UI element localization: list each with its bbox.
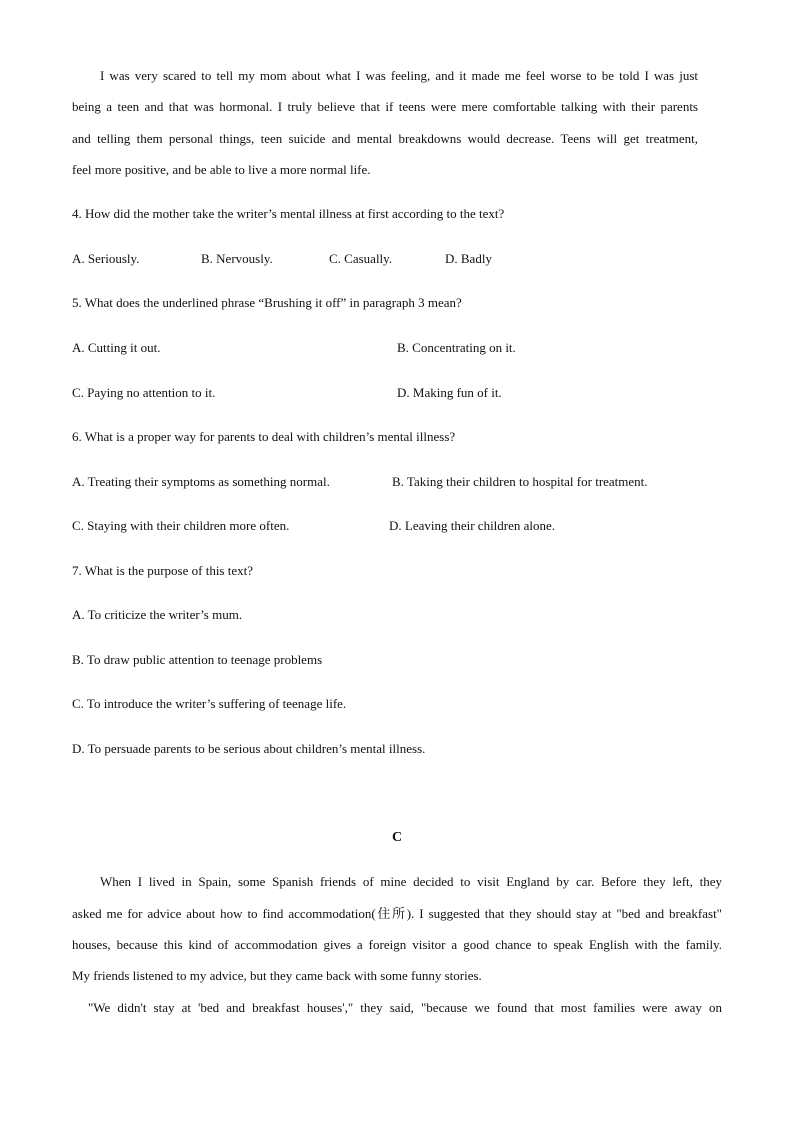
question-4-option-a: A. Seriously. bbox=[72, 251, 140, 266]
question-4-option-d: D. Badly bbox=[445, 251, 492, 266]
question-4-option-b: B. Nervously. bbox=[201, 251, 273, 266]
question-6-stem: 6. What is a proper way for parents to deal with children’s mental illness? bbox=[72, 429, 456, 444]
question-6-option-a: A. Treating their symptoms as something normal. bbox=[72, 474, 330, 489]
question-4-option-c: C. Casually. bbox=[329, 251, 393, 266]
question-5-stem-before: 5. What does the underlined phrase “ bbox=[72, 295, 265, 310]
question-4-stem: 4. How did the mother take the writer’s mental illness at first according to the text? bbox=[72, 206, 505, 221]
paragraph-line: feel more positive, and be able to live a more normal life. bbox=[72, 162, 371, 177]
underlined-phrase: Brushing it off bbox=[264, 295, 341, 310]
question-7-option-d: D. To persuade parents to be serious about children’s mental illness. bbox=[72, 741, 426, 756]
paragraph-line: When I lived in Spain, some Spanish friends of mine decided to visit England by car. Before they left, they bbox=[100, 874, 722, 889]
paragraph-line: "We didn't stay at 'bed and breakfast houses'," they said, "because we found that most families were away on bbox=[88, 1000, 722, 1015]
question-7-option-c: C. To introduce the writer’s suffering of teenage life. bbox=[72, 696, 347, 711]
question-6-option-d: D. Leaving their children alone. bbox=[389, 518, 556, 533]
question-5-option-b: B. Concentrating on it. bbox=[397, 340, 516, 355]
question-7-option-b: B. To draw public attention to teenage problems bbox=[72, 652, 323, 667]
question-6-option-b: B. Taking their children to hospital for treatment. bbox=[392, 474, 648, 489]
question-5-stem bbox=[72, 295, 462, 311]
question-7-stem: 7. What is the purpose of this text? bbox=[72, 563, 254, 578]
question-5-option-a: A. Cutting it out. bbox=[72, 340, 161, 355]
question-7-option-a: A. To criticize the writer’s mum. bbox=[72, 607, 243, 622]
question-5-option-c: C. Paying no attention to it. bbox=[72, 385, 216, 400]
paragraph-line: being a teen and that was hormonal. I truly believe that if teens were mere comfortable talking with their parents bbox=[72, 99, 698, 114]
paragraph-line: asked me for advice about how to find accommodation(住所). I suggested that they should stay at "bed and breakfast" bbox=[72, 906, 722, 921]
paragraph-line: My friends listened to my advice, but they came back with some funny stories. bbox=[72, 968, 482, 983]
section-heading: C bbox=[391, 830, 403, 845]
question-5-option-d: D. Making fun of it. bbox=[397, 385, 502, 400]
paragraph-line: houses, because this kind of accommodation gives a foreign visitor a good chance to speak English with the family. bbox=[72, 937, 722, 952]
question-6-option-c: C. Staying with their children more often. bbox=[72, 518, 290, 533]
question-5-stem-after: ” in paragraph 3 mean? bbox=[340, 295, 462, 310]
paragraph-line: and telling them personal things, teen suicide and mental breakdowns would decrease. Teens will get treatment, bbox=[72, 131, 698, 146]
paragraph-line: I was very scared to tell my mom about what I was feeling, and it made me feel worse to be told I was just bbox=[100, 68, 698, 83]
